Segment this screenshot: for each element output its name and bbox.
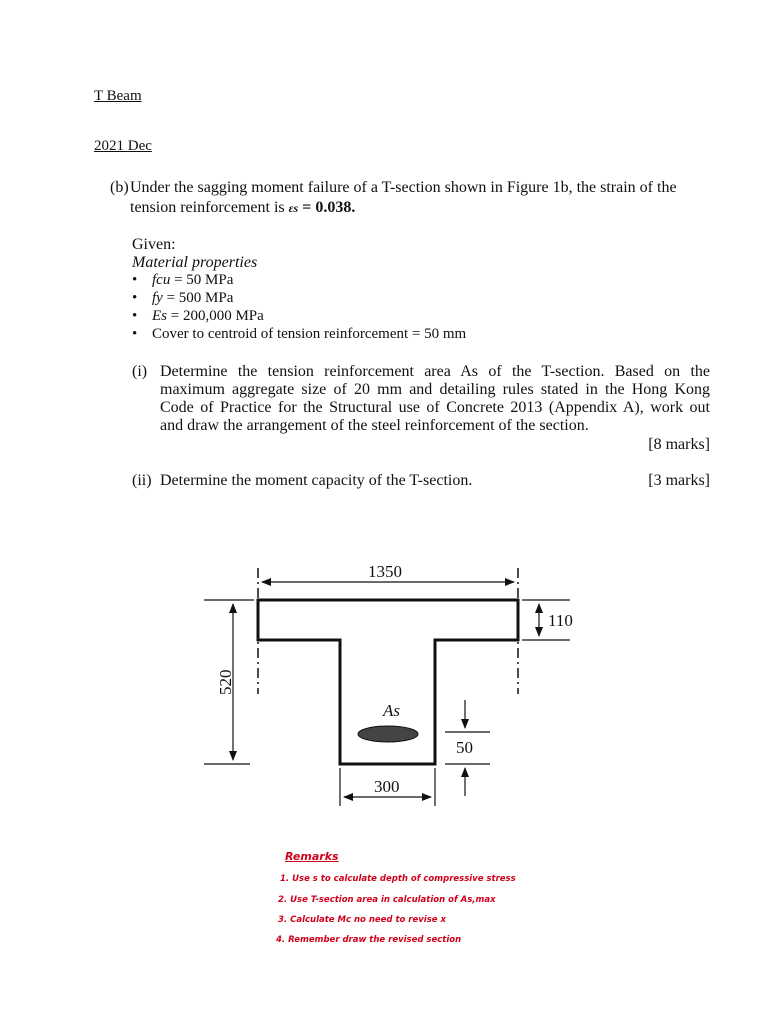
bullet-icon: • xyxy=(132,326,138,342)
web-width-label: 300 xyxy=(374,777,400,796)
material-properties-heading: Material properties xyxy=(132,254,258,271)
given-item-cover: Cover to centroid of tension reinforcement = 50 mm xyxy=(152,326,467,342)
question-intro-line1: Under the sagging moment failure of a T-section shown in Figure 1b, the strain of the xyxy=(130,179,677,196)
cover-label: 50 xyxy=(456,738,473,757)
given-item-symbol: Es xyxy=(152,308,167,324)
remarks-title: Remarks xyxy=(285,850,339,863)
part-i-line1: Determine the tension reinforcement area As of the T-section. Based on the xyxy=(160,363,710,380)
intro-prefix: tension reinforcement is xyxy=(130,199,289,216)
bullet-icon: • xyxy=(132,272,138,288)
part-i-marks: [8 marks] xyxy=(648,436,710,453)
part-i-line4: and draw the arrangement of the steel reinforcement of the section. xyxy=(160,417,589,434)
remark-item-2: 2. Use T-section area in calculation of As,max xyxy=(278,895,496,905)
given-item-fcu: fcu = 50 MPa xyxy=(152,272,234,288)
remark-item-4: 4. Remember draw the revised section xyxy=(276,935,462,945)
part-ii-label: (ii) xyxy=(132,472,152,489)
remark-item-1: 1. Use s to calculate depth of compressive stress xyxy=(280,874,516,884)
bullet-icon: • xyxy=(132,290,138,306)
part-i-line2: maximum aggregate size of 20 mm and detailing rules stated in the Hong Kong xyxy=(160,381,710,398)
strain-value: = 0.038. xyxy=(298,199,356,216)
remark-item-3: 3. Calculate Mc no need to revise x xyxy=(278,915,446,925)
strain-symbol: εs xyxy=(288,201,299,215)
given-item-symbol: fy xyxy=(152,290,163,306)
part-i-label: (i) xyxy=(132,363,148,380)
part-i-line3: Code of Practice for the Structural use of Concrete 2013 (Appendix A), work out xyxy=(160,399,710,416)
flange-depth-label: 110 xyxy=(548,611,573,630)
part-ii-marks: [3 marks] xyxy=(648,472,710,489)
steel-area-label: As xyxy=(383,701,400,720)
given-item-symbol: fcu xyxy=(152,272,171,288)
given-item-fy: fy = 500 MPa xyxy=(152,290,234,306)
flange-width-label: 1350 xyxy=(368,562,402,581)
tension-steel-ellipse xyxy=(358,726,418,742)
exam-date: 2021 Dec xyxy=(94,138,152,154)
given-heading: Given: xyxy=(132,236,176,253)
part-ii-text: Determine the moment capacity of the T-section. xyxy=(160,472,473,489)
given-item-es: Es = 200,000 MPa xyxy=(152,308,264,324)
question-label: (b) xyxy=(110,179,129,196)
total-depth-label: 520 xyxy=(216,669,235,695)
bullet-icon: • xyxy=(132,308,138,324)
document-title: T Beam xyxy=(94,88,142,104)
